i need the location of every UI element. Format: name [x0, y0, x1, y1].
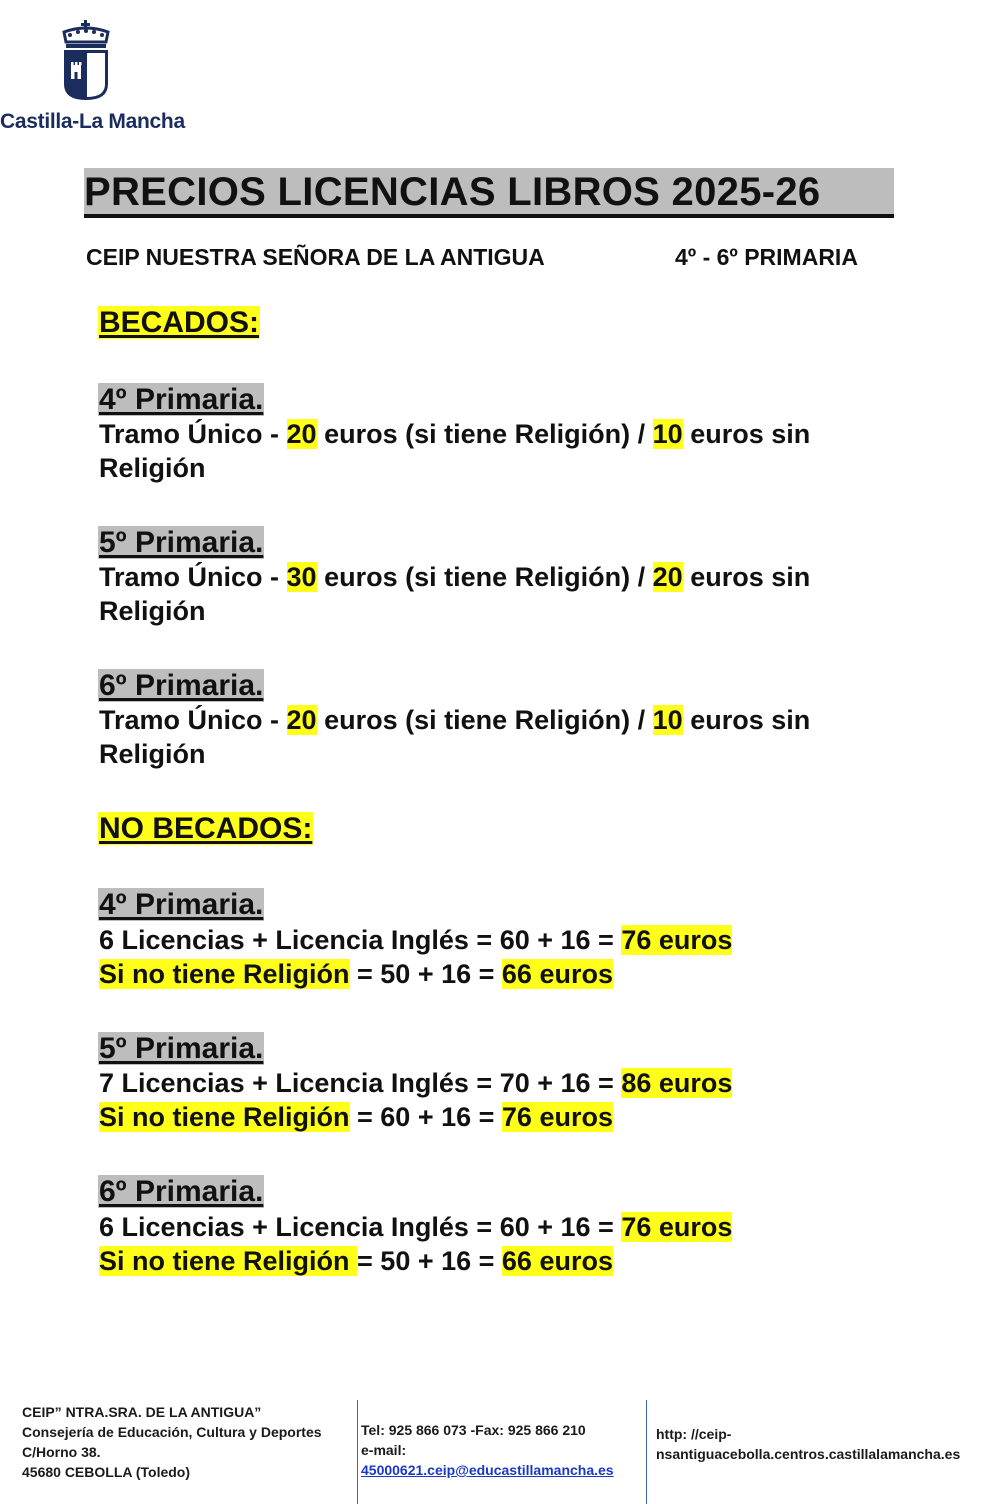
no-religion-calc: = 60 + 16 = [349, 1102, 502, 1132]
footer-ministry: Consejería de Educación, Cultura y Deportes [22, 1424, 322, 1440]
grade-heading: 6º Primaria. [99, 669, 264, 702]
no-religion-label: Si no tiene Religión [99, 1102, 350, 1132]
becados-price-line-2: Religión [99, 596, 206, 626]
price-suffix: euros sin [682, 562, 811, 592]
licence-calc: 7 Licencias + Licencia Inglés = 70 + 16 = [99, 1068, 622, 1098]
price-mid: euros (si tiene Religión) / [316, 705, 653, 735]
becados-grade-4 [98, 382, 264, 417]
price-mid: euros (si tiene Religión) / [316, 419, 653, 449]
total-without-religion: 66 euros [501, 1246, 613, 1276]
coat-of-arms-icon [56, 20, 116, 104]
grade-heading: 4º Primaria. [99, 383, 264, 416]
price-prefix: Tramo Único - [99, 705, 287, 735]
grade-heading: 6º Primaria. [99, 1175, 264, 1208]
no-religion-calc: = 50 + 16 = [357, 1246, 502, 1276]
no-religion-label: Si no tiene Religión [99, 959, 350, 989]
footer-divider [646, 1400, 647, 1504]
price-prefix: Tramo Único - [99, 419, 287, 449]
logo-text: Castilla-La Mancha [0, 110, 185, 133]
total-with-religion: 86 euros [621, 1068, 733, 1098]
total-with-religion: 76 euros [621, 925, 733, 955]
price-with-religion: 20 [286, 419, 317, 449]
becados-heading-text: BECADOS: [99, 306, 260, 339]
becados-grade-6 [98, 668, 264, 703]
grade-heading: 4º Primaria. [99, 888, 264, 921]
licence-calc: 6 Licencias + Licencia Inglés = 60 + 16 = [99, 1212, 622, 1242]
no-becados-grade-5 [98, 1031, 264, 1066]
footer-city: 45680 CEBOLLA (Toledo) [22, 1464, 191, 1480]
no-becados-grade-6 [98, 1174, 264, 1209]
footer-email-label: e-mail: [361, 1442, 407, 1458]
total-without-religion: 66 euros [501, 959, 613, 989]
footer-web-line-1[interactable]: http: //ceip- [656, 1426, 732, 1442]
price-mid: euros (si tiene Religión) / [316, 562, 653, 592]
grade-heading: 5º Primaria. [99, 1032, 264, 1065]
page-title [84, 168, 894, 218]
no-religion-line [99, 1244, 613, 1278]
castilla-la-mancha-logo [0, 20, 185, 140]
licence-calc-line [99, 1210, 732, 1244]
total-with-religion: 76 euros [621, 1212, 733, 1242]
no-religion-line [99, 957, 613, 991]
no-becados-heading [98, 811, 313, 847]
no-becados-grade-4 [98, 887, 264, 922]
price-with-religion: 20 [286, 705, 317, 735]
licence-calc-line [99, 923, 732, 957]
becados-price-line-2: Religión [99, 739, 206, 769]
footer-contact [361, 1420, 614, 1480]
becados-grade-5 [98, 525, 264, 560]
grade-heading: 5º Primaria. [99, 526, 264, 559]
school-name: CEIP NUESTRA SEÑORA DE LA ANTIGUA [86, 244, 545, 270]
licence-calc: 6 Licencias + Licencia Inglés = 60 + 16 = [99, 925, 622, 955]
footer-phone: Tel: 925 866 073 -Fax: 925 866 210 [361, 1422, 586, 1438]
becados-price-line [99, 560, 810, 594]
becados-heading [98, 305, 260, 341]
total-without-religion: 76 euros [501, 1102, 613, 1132]
becados-price-line [99, 703, 810, 737]
no-religion-calc: = 50 + 16 = [349, 959, 502, 989]
becados-price-line [99, 417, 810, 451]
licence-calc-line [99, 1066, 732, 1100]
footer-web-line-2[interactable]: nsantiguacebolla.centros.castillalamancha.es [656, 1446, 961, 1462]
price-without-religion: 10 [652, 419, 683, 449]
footer-web [656, 1424, 960, 1464]
footer-street: C/Horno 38. [22, 1444, 101, 1460]
price-prefix: Tramo Único - [99, 562, 287, 592]
footer-address [22, 1402, 322, 1482]
footer-school: CEIP” NTRA.SRA. DE LA ANTIGUA” [22, 1404, 262, 1420]
price-suffix: euros sin [682, 705, 811, 735]
price-without-religion: 20 [652, 562, 683, 592]
grade-range: 4º - 6º PRIMARIA [675, 244, 858, 270]
price-suffix: euros sin [682, 419, 811, 449]
footer-email-link[interactable]: 45000621.ceip@educastillamancha.es [361, 1462, 614, 1478]
no-becados-heading-text: NO BECADOS: [99, 812, 313, 845]
price-without-religion: 10 [652, 705, 683, 735]
footer-divider [357, 1400, 358, 1504]
no-religion-label: Si no tiene Religión [99, 1246, 358, 1276]
page-title-text: PRECIOS LICENCIAS LIBROS 2025-26 [84, 170, 821, 214]
price-with-religion: 30 [286, 562, 317, 592]
becados-price-line-2: Religión [99, 453, 206, 483]
no-religion-line [99, 1100, 613, 1134]
